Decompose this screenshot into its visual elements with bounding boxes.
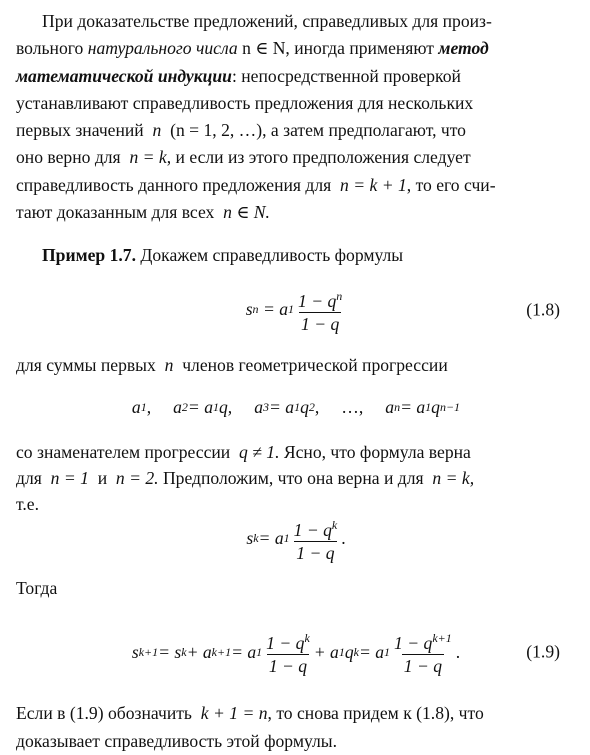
fraction-denominator: 1 − q <box>296 542 335 563</box>
math-symbol: = s <box>158 641 182 662</box>
text-fragment: для <box>16 467 42 488</box>
term-natural-number: натурального числа <box>87 38 238 59</box>
math-subscript: 1 <box>283 531 290 546</box>
fraction <box>296 285 344 335</box>
ratio-paragraph <box>16 439 576 517</box>
math-inline: n <box>164 354 174 375</box>
math-symbol: s <box>245 299 253 320</box>
text-fragment: со знаменателем прогрессии <box>16 441 231 462</box>
math-comma: , <box>146 397 152 418</box>
math-inline: n = k <box>129 147 167 168</box>
equation-number: (1.8) <box>526 299 560 320</box>
equation-sk <box>16 513 576 565</box>
math-superscript: n <box>336 288 343 303</box>
math-symbol: a <box>385 397 395 418</box>
math-subscript: k <box>181 644 187 659</box>
math-superscript: k <box>304 631 310 646</box>
math-symbol: = a <box>187 397 213 418</box>
then-line: Тогда <box>16 577 58 598</box>
math-superscript: k <box>331 518 338 533</box>
text-fragment: первых значений <box>16 120 144 141</box>
fraction <box>292 514 340 564</box>
math-subscript: 3 <box>263 400 269 415</box>
math-superscript: k+1 <box>432 631 452 646</box>
fraction-numerator: 1 − q <box>298 290 337 311</box>
text-fragment: , и если из этого предположения следует <box>166 147 471 168</box>
text-fragment: т.е. <box>16 493 39 514</box>
text-fragment: оно верно для <box>16 147 121 168</box>
math-subscript: 1 <box>256 644 263 659</box>
math-symbol: = a <box>400 397 426 418</box>
text-fragment: членов геометрической прогрессии <box>182 354 448 375</box>
math-subscript: 1 <box>338 644 345 659</box>
text-fragment: Если в (1.9) обозначить <box>16 703 192 724</box>
math-subscript: k <box>253 531 259 546</box>
math-inline: n ∈ N. <box>223 202 270 223</box>
text-fragment: для суммы первых <box>16 354 156 375</box>
text-fragment: тают доказанным для всех <box>16 202 215 223</box>
fraction-denominator: 1 − q <box>268 656 308 677</box>
text-line: вольного <box>16 38 88 59</box>
math-symbol: + a <box>313 641 339 662</box>
math-inline: n = k, <box>432 467 475 488</box>
text-line: устанавливают справедливость предложения для нескольких <box>16 92 474 113</box>
text-line: При доказательстве предложений, справедливых для произ- <box>42 11 492 31</box>
text-fragment: , то его счи- <box>406 174 496 195</box>
math-subscript: k+1 <box>211 644 232 659</box>
math-symbol: + a <box>186 641 212 662</box>
math-symbol: a <box>254 397 263 418</box>
math-subscript: 1 <box>425 400 432 415</box>
math-symbol: = a <box>269 397 295 418</box>
math-subscript: 1 <box>294 400 301 415</box>
text-fragment: n ∈ N, иногда применяют <box>237 38 439 59</box>
equation-number: (1.9) <box>526 641 560 662</box>
text-fragment: : непосредственной проверкой <box>231 65 461 86</box>
math-symbol: a <box>131 397 141 418</box>
fraction <box>392 627 454 677</box>
math-inline: n = 2. <box>115 467 159 488</box>
math-symbol: = a <box>258 528 284 549</box>
text-fragment: Предположим, что она верна и для <box>158 467 424 488</box>
math-inline: n <box>152 120 162 141</box>
math-symbol: q <box>344 641 354 662</box>
fraction-numerator: 1 − q <box>394 633 433 654</box>
equation-1-8 <box>16 282 576 338</box>
math-subscript: 2 <box>181 400 188 415</box>
math-subscript: k+1 <box>138 644 159 659</box>
text-fragment: справедливость данного предложения для <box>16 174 332 195</box>
text-fragment: (n = 1, 2, …), а затем предполагают, что <box>170 120 466 141</box>
math-symbol: a <box>173 397 182 418</box>
intro-paragraph <box>16 8 576 226</box>
math-subscript: n <box>252 302 259 317</box>
math-superscript: k <box>353 644 359 659</box>
math-symbol: = a <box>262 299 289 320</box>
example-label: Пример 1.7. <box>42 245 136 266</box>
math-subscript: n <box>394 400 401 415</box>
math-symbol: q <box>300 397 309 418</box>
math-symbol: = a <box>231 641 257 662</box>
term-method: метод <box>438 38 489 59</box>
text-fragment: и <box>97 467 108 488</box>
fraction-numerator: 1 − q <box>266 633 305 654</box>
math-ellipsis: …, <box>341 397 364 418</box>
math-superscript: 2 <box>308 400 315 415</box>
term-induction: математической индукции <box>16 65 232 86</box>
math-period: . <box>341 528 346 549</box>
math-superscript: n−1 <box>439 400 461 415</box>
text-fragment: Ясно, что формула верна <box>279 441 471 462</box>
text-fragment: , то снова придем к (1.8), что <box>267 703 484 724</box>
math-inline: q ≠ 1. <box>239 441 280 462</box>
text-line: доказывает справедливость этой формулы. <box>16 730 337 751</box>
math-period: . <box>455 641 461 662</box>
fraction-denominator: 1 − q <box>403 656 443 677</box>
math-comma: , <box>314 397 320 418</box>
math-symbol: = a <box>358 641 385 662</box>
math-subscript: 1 <box>384 644 391 659</box>
example-text: Докажем справедливость формулы <box>135 245 404 266</box>
math-symbol: s <box>131 641 139 662</box>
progression-sequence <box>16 393 576 423</box>
math-symbol: s <box>246 528 254 549</box>
fraction <box>264 627 312 677</box>
conclusion-paragraph <box>16 700 576 755</box>
example-heading <box>16 242 576 269</box>
math-subscript: 1 <box>140 400 147 415</box>
math-inline: k + 1 = n <box>200 703 268 724</box>
sum-line <box>16 352 576 379</box>
equation-1-9 <box>16 624 576 680</box>
math-subscript: 1 <box>288 302 295 317</box>
fraction-denominator: 1 − q <box>301 313 340 334</box>
fraction-numerator: 1 − q <box>293 519 332 540</box>
math-symbol: q, <box>219 397 233 418</box>
math-symbol: q <box>431 397 440 418</box>
math-inline: n = k + 1 <box>340 174 407 195</box>
math-subscript: 1 <box>213 400 219 415</box>
math-inline: n = 1 <box>50 467 89 488</box>
